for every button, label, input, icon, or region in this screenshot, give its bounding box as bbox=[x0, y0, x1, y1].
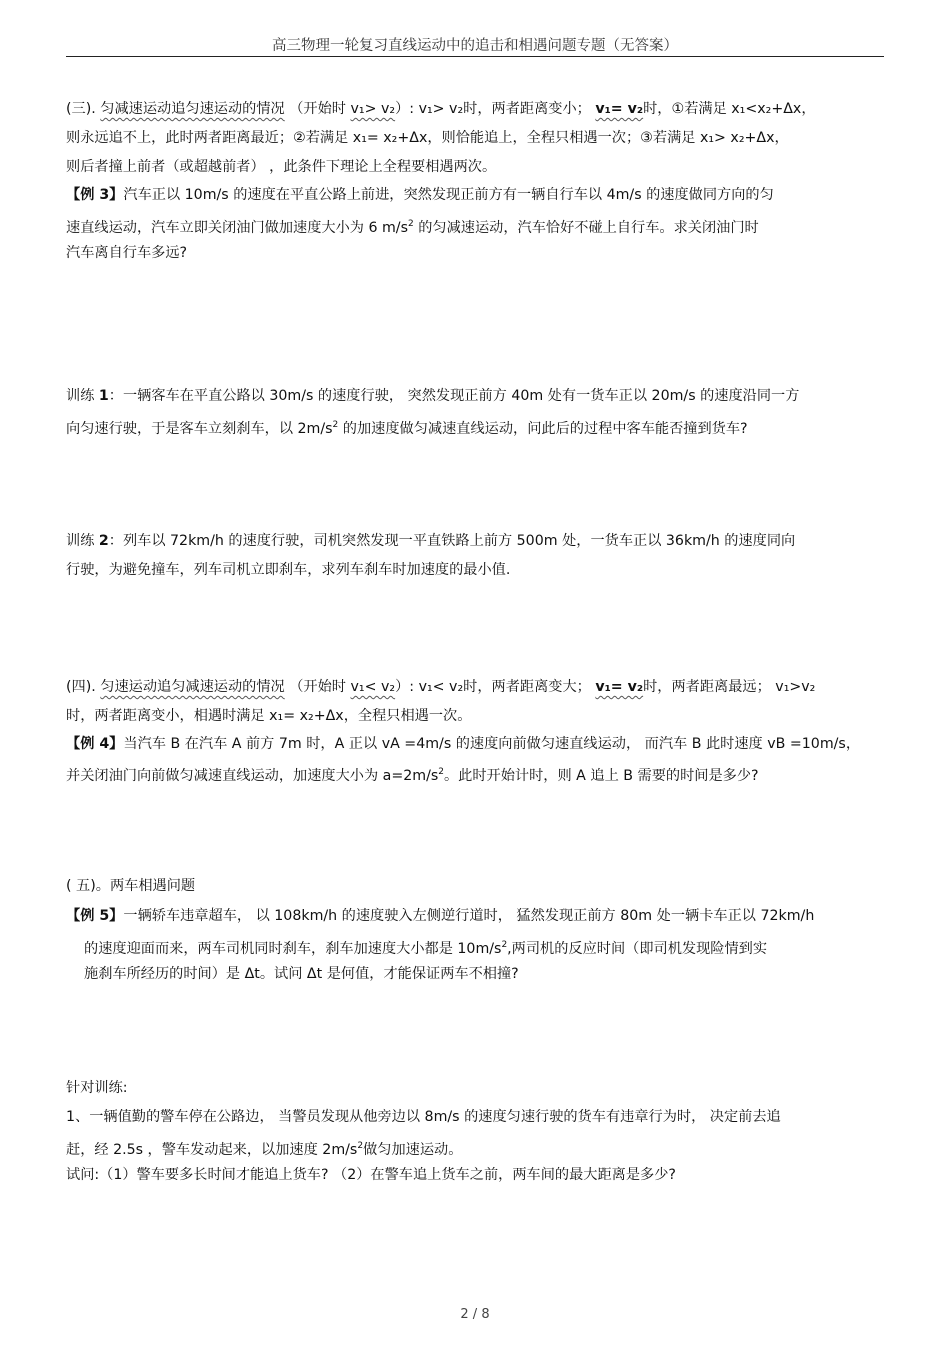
section-4-line-1 bbox=[66, 677, 815, 697]
example-5-text: ,两司机的反应时间（即司机发现险情到实 bbox=[507, 941, 768, 957]
training-2-text: ：列车以 72km/h 的速度行驶，司机突然发现一平直铁路上前方 500m 处，一货车正以 36km/h 的速度同向 bbox=[108, 533, 796, 549]
practice-text: 做匀加速运动。 bbox=[363, 1142, 463, 1158]
section-3-condition: v₁> v₂ bbox=[350, 101, 396, 117]
example-4-text: 并关闭油门向前做匀减速直线运动，加速度大小为 a=2m/s bbox=[66, 768, 439, 784]
section-3-text: 时，①若满足 x₁<x₂+Δx， bbox=[643, 101, 816, 117]
example-4-line-2 bbox=[66, 762, 759, 786]
training-1-line-1 bbox=[66, 386, 799, 406]
page-number: 2 / 8 bbox=[460, 1307, 490, 1322]
example-3-label: 【例 3】 bbox=[66, 187, 124, 203]
section-3-line-3: 则后者撞上前者（或超越前者） ，此条件下理论上全程要相遇两次。 bbox=[66, 159, 497, 175]
example-5-text: 一辆轿车违章超车， 以 108km/h 的速度驶入左侧逆行道时， 猛然发现正前方 80m 处一辆卡车正以 72km/h bbox=[123, 908, 815, 924]
page-header-title: 高三物理一轮复习直线运动中的追击和相遇问题专题（无答案） bbox=[272, 38, 678, 54]
training-1-text: ：一辆客车在平直公路以 30m/s 的速度行驶， 突然发现正前方 40m 处有一货车正以 20m/s 的速度沿同一方 bbox=[108, 388, 800, 404]
superscript: 2 bbox=[332, 420, 339, 430]
training-1-number: 1 bbox=[98, 388, 109, 404]
example-5-line-2 bbox=[84, 935, 767, 959]
header-divider bbox=[66, 56, 884, 57]
section-4-condition: v₁< v₂ bbox=[350, 679, 396, 695]
training-2-line-2: 行驶，为避免撞车，列车司机立即刹车，求列车刹车时加速度的最小值. bbox=[66, 562, 511, 578]
section-3-text: ）: v₁> v₂时，两者距离变小； bbox=[395, 101, 596, 117]
superscript: 2 bbox=[438, 767, 444, 777]
section-3-text: （开始时 bbox=[284, 101, 351, 117]
example-3-line-3: 汽车离自行车多远? bbox=[66, 245, 188, 261]
section-4-text: （开始时 bbox=[284, 679, 351, 695]
training-2-label: 训练 bbox=[66, 533, 99, 549]
section-3-line-2: 则永远追不上，此时两者距离最近；②若满足 x₁= x₂+Δx，则恰能追上，全程只相遇一次；③若满足 x₁> x₂+Δx， bbox=[66, 130, 789, 146]
section-3-heading: 匀减速运动追匀速运动的情况 bbox=[100, 101, 285, 117]
superscript: 2 bbox=[501, 940, 508, 950]
section-3-line-1 bbox=[66, 99, 816, 119]
example-3-line-2 bbox=[66, 214, 759, 238]
example-3-text: 汽车正以 10m/s 的速度在平直公路上前进，突然发现正前方有一辆自行车以 4m/s 的速度做同方向的匀 bbox=[123, 187, 774, 203]
section-3-equal-speed: v₁= v₂ bbox=[595, 101, 644, 117]
practice-q1-line-1: 1、一辆值勤的警车停在公路边， 当警员发现从他旁边以 8m/s 的速度匀速行驶的货车有违章行为时， 决定前去追 bbox=[66, 1109, 781, 1125]
practice-title: 针对训练: bbox=[66, 1080, 128, 1096]
section-4-line-2: 时，两者距离变小，相遇时满足 x₁= x₂+Δx，全程只相遇一次。 bbox=[66, 708, 472, 724]
example-4-label: 【例 4】 bbox=[66, 736, 124, 752]
training-1-line-2 bbox=[66, 415, 748, 439]
example-5-line-1 bbox=[66, 906, 814, 926]
training-2-line-1 bbox=[66, 531, 795, 551]
section-4-equal-speed: v₁= v₂ bbox=[595, 679, 644, 695]
example-4-line-1 bbox=[66, 734, 860, 754]
example-5-label: 【例 5】 bbox=[66, 908, 124, 924]
superscript: 2 bbox=[407, 219, 414, 229]
section-4-heading: 匀速运动追匀减速运动的情况 bbox=[100, 679, 285, 695]
practice-text: 赶，经 2.5s ，警车发动起来，以加速度 2m/s bbox=[66, 1142, 358, 1158]
example-3-text: 速直线运动，汽车立即关闭油门做加速度大小为 6 m/s bbox=[66, 220, 408, 236]
section-4-label: (四). bbox=[66, 679, 101, 695]
section-4-text: 时，两者距离最远； v₁>v₂ bbox=[643, 679, 816, 695]
practice-q1-line-3: 试问:（1）警车要多长时间才能追上货车? （2）在警车追上货车之前，两车间的最大距离是多少? bbox=[66, 1167, 676, 1183]
section-4-text: ）: v₁< v₂时，两者距离变大； bbox=[395, 679, 596, 695]
training-2-number: 2 bbox=[98, 533, 109, 549]
training-1-label: 训练 bbox=[66, 388, 99, 404]
example-4-text: 。此时开始计时，则 A 追上 B 需要的时间是多少? bbox=[443, 768, 759, 784]
practice-q1-line-2 bbox=[66, 1136, 462, 1160]
training-1-text: 向匀速行驶，于是客车立刻刹车，以 2m/s bbox=[66, 421, 333, 437]
section-3-label: (三). bbox=[66, 101, 101, 117]
section-5-title: ( 五)。两车相遇问题 bbox=[66, 878, 196, 894]
training-1-text: 的加速度做匀减速直线运动，问此后的过程中客车能否撞到货车? bbox=[338, 421, 748, 437]
superscript: 2 bbox=[357, 1141, 364, 1151]
example-3-text: 的匀减速运动，汽车恰好不碰上自行车。求关闭油门时 bbox=[413, 220, 759, 236]
example-4-text: 当汽车 B 在汽车 A 前方 7m 时，A 正以 vA =4m/s 的速度向前做匀速直线运动， 而汽车 B 此时速度 vB =10m/s， bbox=[123, 736, 861, 752]
example-5-text: 的速度迎面而来，两车司机同时刹车，刹车加速度大小都是 10m/s bbox=[84, 941, 502, 957]
example-3-line-1 bbox=[66, 185, 774, 205]
example-5-line-3: 施刹车所经历的时间）是 Δt。试问 Δt 是何值，才能保证两车不相撞? bbox=[84, 966, 519, 982]
